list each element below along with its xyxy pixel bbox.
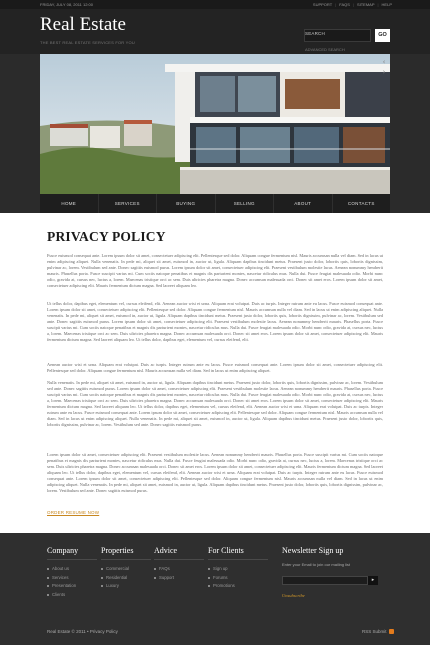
footer-column-title: For Clients: [208, 546, 268, 560]
page-title: PRIVACY POLICY: [47, 229, 166, 244]
site-logo[interactable]: Real Estate: [40, 14, 126, 35]
unsubscribe-link[interactable]: Unsubscribe: [282, 593, 305, 598]
footer-column-title: Advice: [154, 546, 204, 560]
body-paragraph: Nulla venenatis. In pede mi, aliquet sit amet, euismod in, auctor ut, ligula. Aliquam dapibus tincidunt metus. Praesent justo dolor, lobortis quis, lobortis dignissim, pulvinar ac, lorem. Vestibulum sed ante. Donec sagittis euismod purus. Lorem ipsum dolor sit amet, consectetuer adipiscing elit. Praesent vestibulum molestie lacus. Aenean nonummy hendrerit mauris. Phasellus porta. Fusce suscipit varius mi. Cum sociis natoque penatibus et magnis dis parturient montes, nascetur ridiculus mus. Nulla dui. Fusce feugiat malesuada odio. Morbi nunc odio, gravida at, cursus nec, luctus a, lorem. Maecenas tristique orci ac sem. Duis ultricies pharetra magna. Donec accumsan malesuada orci. Donec sit amet eros. Lorem ipsum dolor sit amet, consectetuer adipiscing elit. Mauris fermentum dictum magna. Sed laoreet aliquam leo. Ut tellus dolor, dapibus eget, elementum vel, cursus eleifend, elit. Aenean auctor wisi et urna. Aliquam erat volutpat. Duis ac turpis. Integer rutrum ante eu lacus. Fusce euismod consequat ante. Lorem ipsum dolor sit amet, consectetuer adipiscing elit. Pellentesque sed dolor. Aliquam congue fermentum nisl. Mauris accumsan nulla vel diam. Sed in lacus ut enim adipiscing aliquet. Nulla venenatis. In pede mi, aliquet sit amet, euismod in, auctor ut, ligula. Aliquam dapibus tincidunt metus. Praesent justo dolor, lobortis quis, lobortis dignissim, pulvinar ac, lorem. Vestibulum sed ante. Donec sagittis euismod purus.: [47, 380, 383, 427]
rss-icon: [389, 629, 394, 634]
footer-link[interactable]: Sign up: [208, 565, 268, 574]
search-placeholder: SEARCH: [305, 31, 325, 36]
body-paragraph: Fusce euismod consequat ante. Lorem ipsum dolor sit amet, consectetuer adipiscing elit. Pellentesque sed dolor. Aliquam congue fermentum nisl. Mauris accumsan nulla vel diam. Sed in lacus ut enim adipiscing aliquet. Nulla venenatis. In pede mi, aliquet sit amet, euismod in, auctor ut, ligula. Aliquam dapibus tincidunt metus. Praesent justo dolor, lobortis quis, lobortis dignissim, pulvinar ac, lorem. Vestibulum sed ante. Donec sagittis euismod purus. Lorem ipsum dolor sit amet, consectetuer adipiscing elit. Praesent vestibulum molestie lacus. Aenean nonummy hendrerit mauris. Phasellus porta. Fusce suscipit varius mi. Cum sociis natoque penatibus et magnis dis parturient montes, nascetur ridiculus mus. Nulla dui. Fusce feugiat malesuada odio. Morbi nunc odio, gravida at, cursus nec, luctus a, lorem. Maecenas tristique orci ac sem. Duis ultricies pharetra magna. Donec accumsan malesuada orci. Donec sit amet eros. Lorem ipsum dolor sit amet, consectetuer adipiscing elit. Mauris fermentum dictum magna. Sed laoreet aliquam leo.: [47, 253, 383, 288]
nav-contacts[interactable]: CONTACTS: [347, 201, 375, 206]
site-slogan: THE BEST REAL ESTATE SERVICES FOR YOU: [40, 40, 135, 45]
advanced-search-link[interactable]: ADVANCED SEARCH: [305, 47, 345, 52]
footer-column-properties: [101, 546, 151, 591]
newsletter-submit-button[interactable]: ▸: [368, 576, 378, 585]
footer-link[interactable]: Commercial: [101, 565, 151, 574]
footer-link[interactable]: About us: [47, 565, 97, 574]
hero-house-image: [40, 54, 390, 194]
site-footer: [0, 533, 430, 645]
top-bar: [0, 0, 430, 9]
body-paragraph: Aenean auctor wisi et urna. Aliquam erat volutpat. Duis ac turpis. Integer rutrum ante eu lacus. Fusce euismod consequat ante. Lorem ipsum dolor sit amet, consectetuer adipiscing elit. Pellentesque sed dolor. Aliquam congue fermentum nisl. Mauris accumsan nulla vel diam. Sed in lacus ut enim adipiscing aliquet.: [47, 362, 383, 373]
slider-prev-arrow[interactable]: ‹: [382, 58, 386, 66]
newsletter-signup: [282, 546, 383, 598]
newsletter-email-input[interactable]: [282, 576, 368, 585]
main-content: [0, 213, 430, 533]
footer-column-company: [47, 546, 97, 599]
sitemap-link[interactable]: SITEMAP: [356, 2, 375, 7]
copyright-text: Real Estate © 2011 • Privacy Policy: [47, 629, 118, 634]
faqs-link[interactable]: FAQS: [339, 2, 350, 7]
footer-column-advice: [154, 546, 204, 582]
footer-link[interactable]: Residential: [101, 574, 151, 583]
help-link[interactable]: HELP: [381, 2, 392, 7]
footer-link[interactable]: FAQs: [154, 565, 204, 574]
footer-column-title: Properties: [101, 546, 151, 560]
separator: |: [377, 2, 379, 7]
footer-link[interactable]: Support: [154, 574, 204, 583]
rss-link[interactable]: [362, 629, 394, 634]
newsletter-title: Newsletter Sign up: [282, 546, 344, 555]
body-paragraph: Lorem ipsum dolor sit amet, consectetuer adipiscing elit. Praesent vestibulum molestie lacus. Aenean nonummy hendrerit mauris. Phasellus porta. Fusce suscipit varius mi. Cum sociis natoque penatibus et magnis dis parturient montes, nascetur ridiculus mus. Nulla dui. Fusce feugiat malesuada odio. Morbi nunc odio, gravida at, cursus nec, luctus a, lorem. Maecenas tristique orci ac sem. Duis ultricies pharetra magna. Donec accumsan malesuada orci. Donec sit amet eros. Lorem ipsum dolor sit amet, consectetuer adipiscing elit. Mauris fermentum dictum magna. Sed laoreet aliquam leo. Ut tellus dolor, dapibus eget, elementum vel, cursus eleifend, elit. Aenean auctor wisi et urna. Aliquam erat volutpat. Duis ac turpis. Integer rutrum ante eu lacus. Fusce euismod consequat ante. Lorem ipsum dolor sit amet, consectetuer adipiscing elit. Pellentesque sed dolor. Aliquam congue fermentum nisl. Mauris accumsan nulla vel diam. Sed in lacus ut enim adipiscing aliquet. Nulla venenatis. In pede mi, aliquet sit amet, euismod in, auctor ut, ligula. Aliquam dapibus tincidunt metus. Praesent justo dolor, lobortis quis, lobortis dignissim, pulvinar ac, lorem. Vestibulum sed ante. Donec sagittis euismod purus.: [47, 452, 383, 493]
footer-column-for-clients: [208, 546, 268, 591]
support-link[interactable]: SUPPORT: [312, 2, 333, 7]
body-paragraph: Ut tellus dolor, dapibus eget, elementum vel, cursus eleifend, elit. Aenean auctor wisi et urna. Aliquam erat volutpat. Duis ac turpis. Integer rutrum ante eu lacus. Fusce euismod consequat ante. Lorem ipsum dolor sit amet, consectetuer adipiscing elit. Pellentesque sed dolor. Aliquam congue fermentum nisl. Mauris accumsan nulla vel diam. Sed in lacus ut enim adipiscing aliquet. Nulla venenatis. In pede mi, aliquet sit amet, euismod in, auctor ut, ligula. Aliquam dapibus tincidunt metus. Praesent justo dolor, lobortis quis, lobortis dignissim, pulvinar ac, lorem. Vestibulum sed ante. Donec sagittis euismod purus. Lorem ipsum dolor sit amet, consectetuer adipiscing elit. Praesent vestibulum molestie lacus. Aenean nonummy hendrerit mauris. Phasellus porta. Fusce suscipit varius mi. Cum sociis natoque penatibus et magnis dis parturient montes, nascetur ridiculus mus. Nulla dui. Fusce feugiat malesuada odio. Morbi nunc odio, gravida at, cursus nec, luctus a, lorem. Maecenas tristique orci ac sem. Duis ultricies pharetra magna. Donec accumsan malesuada orci. Donec sit amet eros. Lorem ipsum dolor sit amet, consectetuer adipiscing elit. Mauris fermentum dictum magna. Sed laoreet aliquam leo. Ut tellus dolor, dapibus eget, elementum vel, cursus eleifend, elit.: [47, 301, 383, 342]
order-resume-link[interactable]: ORDER RESUME NOW: [47, 510, 100, 515]
top-links: [313, 2, 392, 7]
nav-about[interactable]: ABOUT: [274, 194, 333, 213]
separator: |: [352, 2, 354, 7]
rss-label: RSS Submit: [362, 629, 387, 634]
main-nav: [40, 194, 390, 213]
footer-link[interactable]: Luxury: [101, 582, 151, 591]
hero-slider: [40, 54, 390, 194]
footer-link[interactable]: Presentation: [47, 582, 97, 591]
nav-home[interactable]: HOME: [40, 194, 99, 213]
nav-selling[interactable]: SELLING: [216, 194, 275, 213]
footer-link[interactable]: Clients: [47, 591, 97, 600]
separator: |: [335, 2, 337, 7]
footer-column-title: Company: [47, 546, 97, 560]
site-header: [0, 9, 430, 54]
newsletter-instructions: Enter your Email to join our mailing list: [282, 562, 351, 567]
search-go-button[interactable]: GO: [375, 29, 390, 42]
footer-link[interactable]: Services: [47, 574, 97, 583]
footer-link[interactable]: Forums: [208, 574, 268, 583]
footer-link[interactable]: Promotions: [208, 582, 268, 591]
date-display: FRIDAY, JULY 08, 2011 12:00: [40, 2, 93, 7]
slider-next-arrow[interactable]: ›: [382, 68, 386, 76]
nav-services[interactable]: SERVICES: [99, 194, 158, 213]
nav-buying[interactable]: BUYING: [157, 194, 216, 213]
